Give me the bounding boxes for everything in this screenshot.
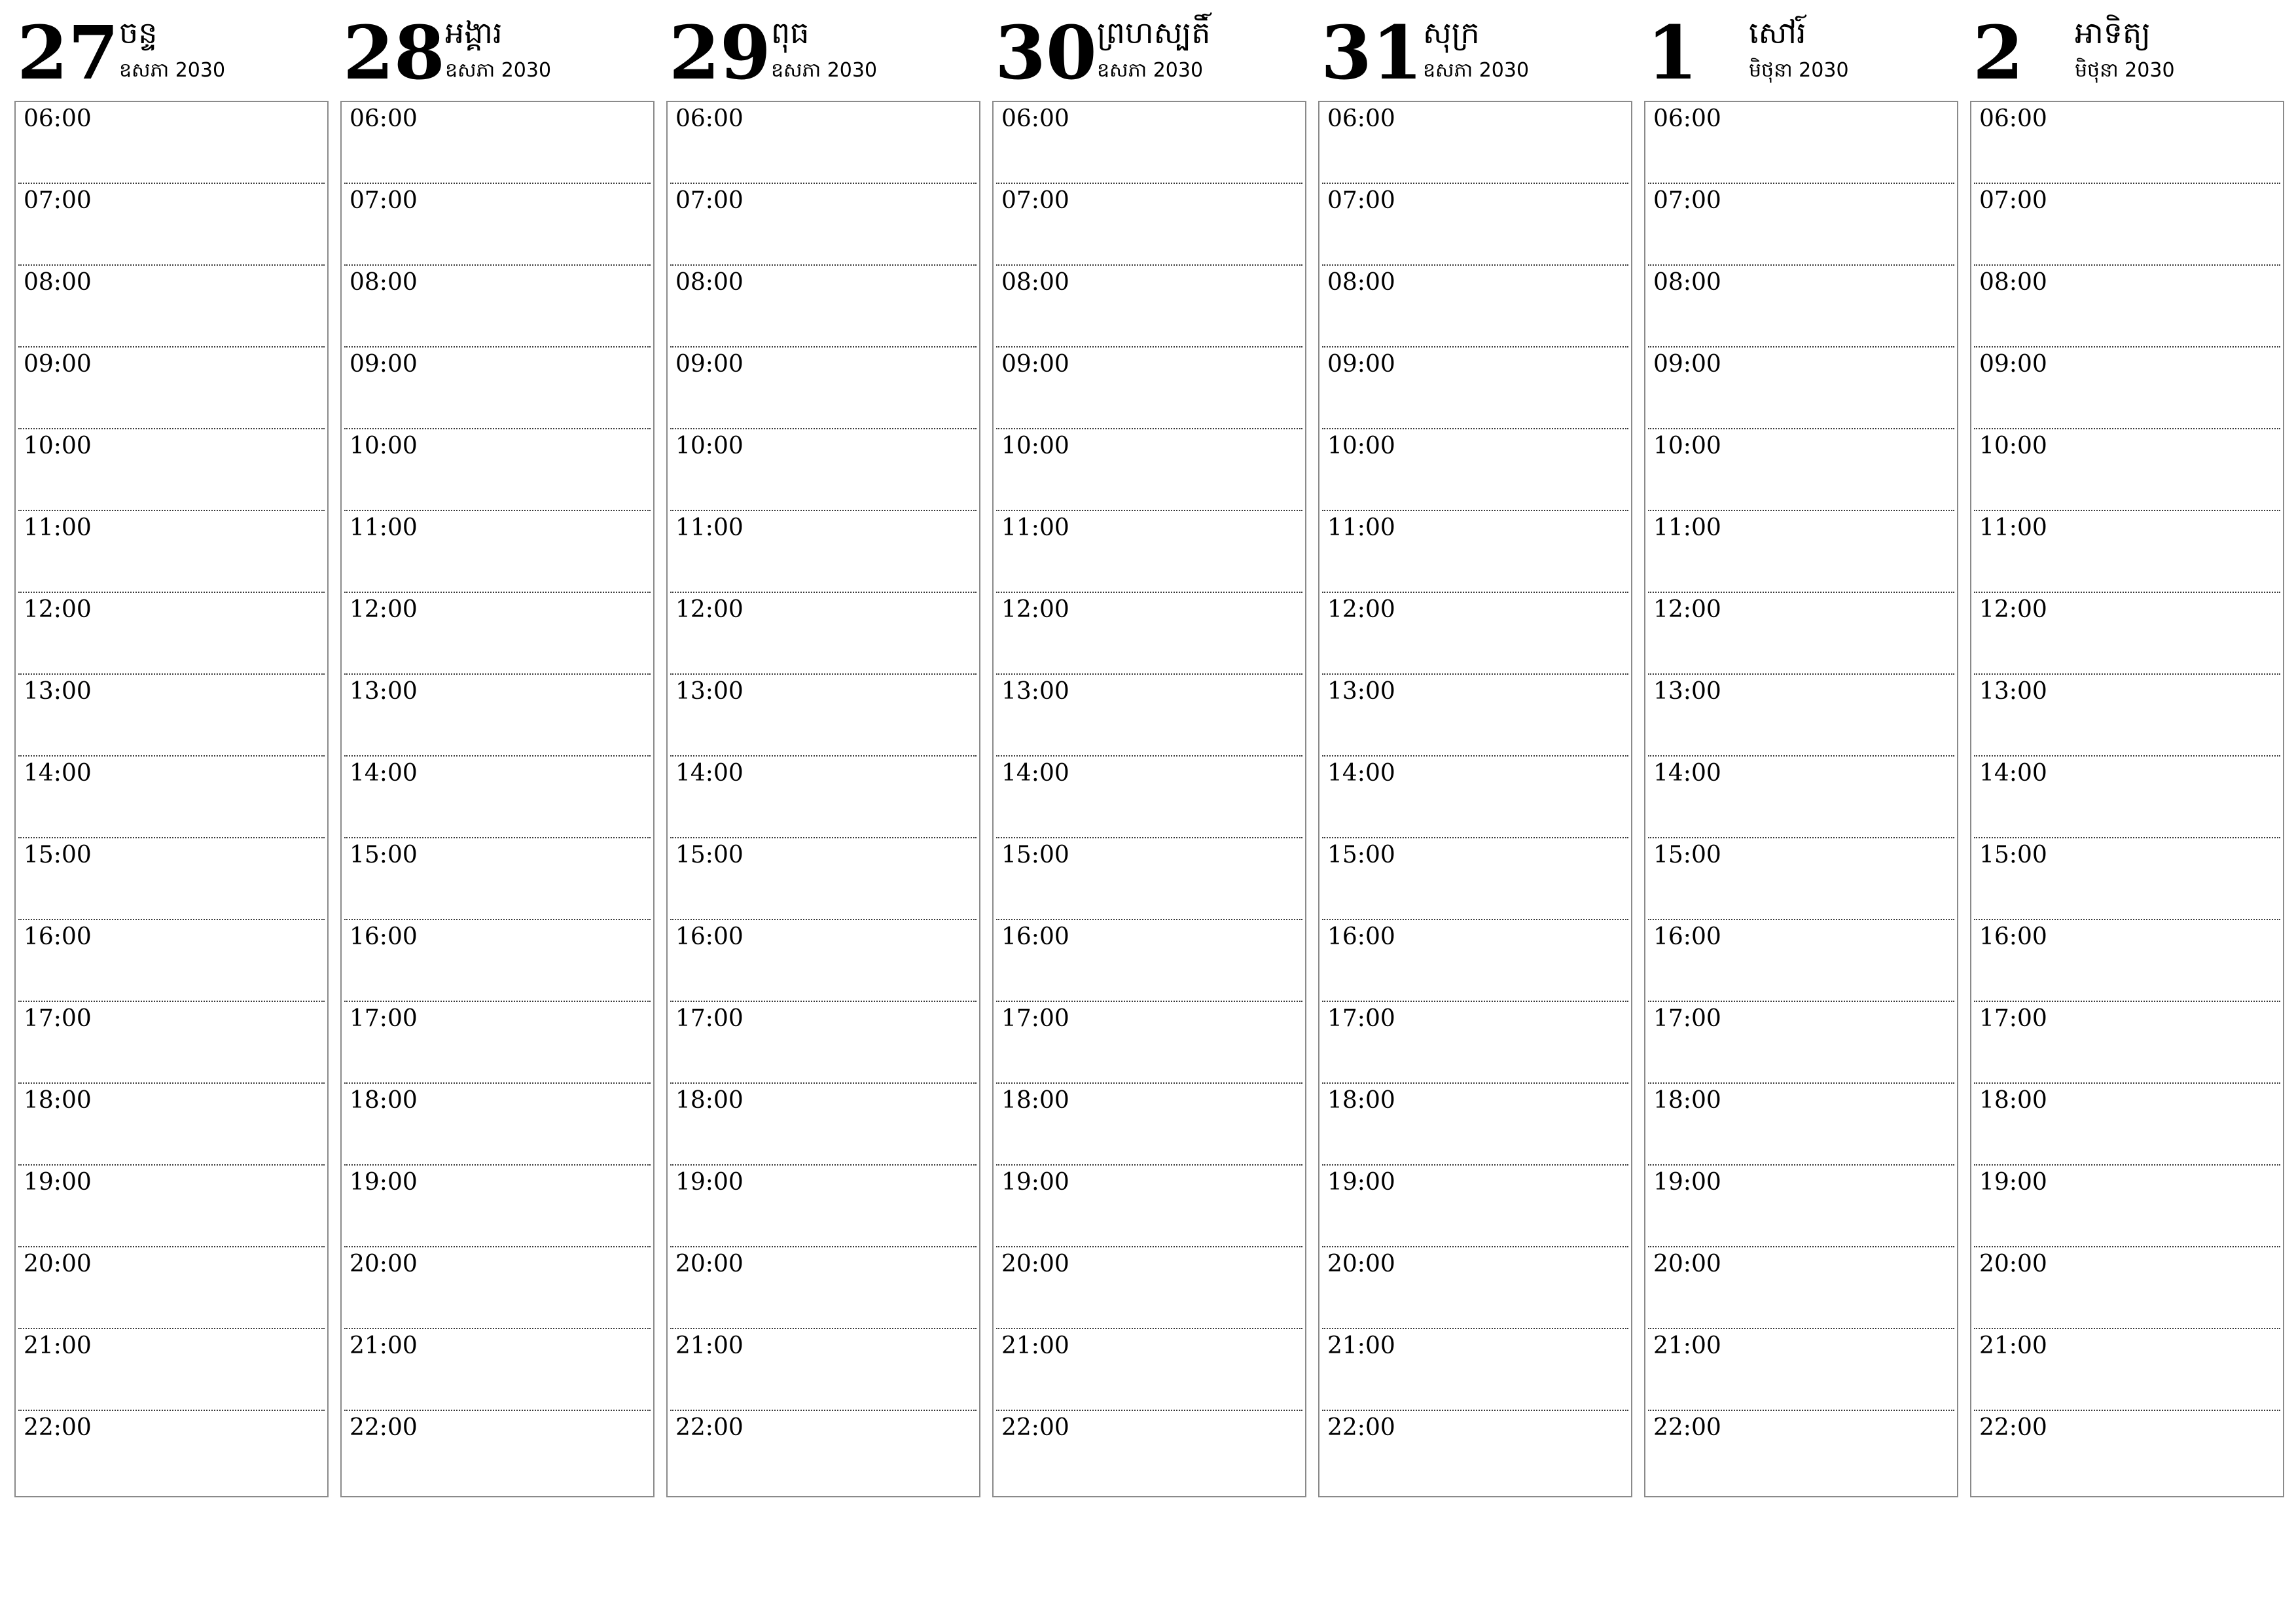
hour-slot[interactable]: [996, 675, 1302, 757]
hour-slot[interactable]: [1322, 511, 1628, 593]
hour-label: 22:00: [1653, 1414, 1721, 1441]
hour-slot[interactable]: [1322, 1329, 1628, 1411]
hour-slot[interactable]: [344, 1166, 651, 1247]
hour-slot[interactable]: [1974, 593, 2280, 675]
hour-label: 13:00: [350, 678, 418, 705]
hour-label: 21:00: [1979, 1332, 2047, 1359]
hour-label: 18:00: [1327, 1087, 1395, 1114]
hour-slot[interactable]: [344, 920, 651, 1002]
hour-slot[interactable]: [1974, 429, 2280, 511]
hour-slot[interactable]: [1322, 429, 1628, 511]
hour-slot[interactable]: [18, 511, 325, 593]
hour-slot[interactable]: [1648, 102, 1954, 184]
hour-label: 11:00: [1979, 514, 2047, 541]
hour-label: 17:00: [24, 1005, 92, 1032]
hour-label: 12:00: [1979, 596, 2047, 623]
hour-slot[interactable]: [344, 1329, 651, 1411]
hour-slot[interactable]: [670, 429, 977, 511]
hour-slot[interactable]: [1974, 102, 2280, 184]
hour-slot[interactable]: [1322, 675, 1628, 757]
hour-label: 20:00: [1327, 1251, 1395, 1277]
hour-slot[interactable]: [1648, 1166, 1954, 1247]
hour-slot[interactable]: [670, 593, 977, 675]
hour-slot[interactable]: [1648, 838, 1954, 920]
hour-slot[interactable]: [18, 429, 325, 511]
hour-slot[interactable]: [344, 1002, 651, 1084]
hour-label: 07:00: [1001, 187, 1069, 214]
hour-slot[interactable]: [18, 1166, 325, 1247]
hour-slot[interactable]: [1648, 1329, 1954, 1411]
day-schedule-box: [1644, 101, 1958, 1497]
hour-label: 18:00: [24, 1087, 92, 1114]
hour-slot[interactable]: [344, 838, 651, 920]
day-schedule-box: [666, 101, 980, 1497]
hour-label: 18:00: [675, 1087, 744, 1114]
hour-slot[interactable]: [996, 1329, 1302, 1411]
hour-slot[interactable]: [670, 757, 977, 838]
day-header: [1970, 0, 2284, 101]
hour-label: 21:00: [1001, 1332, 1069, 1359]
hour-slot[interactable]: [1322, 1247, 1628, 1329]
day-number: 27: [17, 10, 119, 96]
hour-slot[interactable]: [1974, 1002, 2280, 1084]
hour-label: 21:00: [675, 1332, 744, 1359]
day-column: [14, 0, 329, 1441]
hour-label: 07:00: [675, 187, 744, 214]
hour-slot[interactable]: [18, 184, 325, 266]
hour-label: 06:00: [350, 105, 418, 132]
day-schedule-box: [1970, 101, 2284, 1497]
hour-slot[interactable]: [1974, 184, 2280, 266]
hour-label: 10:00: [1001, 433, 1069, 459]
hour-slot[interactable]: [670, 102, 977, 184]
day-number: 31: [1321, 10, 1423, 96]
hour-label: 11:00: [24, 514, 92, 541]
hour-label: 20:00: [1001, 1251, 1069, 1277]
hour-label: 11:00: [1327, 514, 1395, 541]
hour-label: 21:00: [24, 1332, 92, 1359]
hour-label: 21:00: [1653, 1332, 1721, 1359]
hour-slot[interactable]: [344, 348, 651, 429]
hour-slot[interactable]: [996, 757, 1302, 838]
hour-label: 11:00: [350, 514, 418, 541]
hour-label: 18:00: [1979, 1087, 2047, 1114]
hour-slot[interactable]: [18, 1002, 325, 1084]
hour-label: 10:00: [24, 433, 92, 459]
hour-label: 10:00: [1653, 433, 1721, 459]
hour-slot[interactable]: [1322, 348, 1628, 429]
day-column: [1318, 0, 1632, 1441]
hour-label: 12:00: [1001, 596, 1069, 623]
hour-label: 06:00: [24, 105, 92, 132]
hour-slot[interactable]: [344, 757, 651, 838]
day-header: [1644, 0, 1958, 101]
day-name: សុក្រ: [1423, 15, 1480, 50]
hour-slot[interactable]: [1322, 593, 1628, 675]
day-header: [1318, 0, 1632, 101]
hour-slot[interactable]: [996, 511, 1302, 593]
day-column: [992, 0, 1306, 1441]
day-column: [1970, 0, 2284, 1441]
hour-label: 16:00: [1979, 923, 2047, 950]
day-month-year: មិថុនា 2030: [2075, 59, 2175, 82]
day-schedule-box: [992, 101, 1306, 1497]
hour-label: 13:00: [24, 678, 92, 705]
hour-label: 19:00: [1979, 1169, 2047, 1196]
hour-slot[interactable]: [996, 1002, 1302, 1084]
hour-label: 11:00: [1653, 514, 1721, 541]
hour-slot[interactable]: [1974, 1411, 2280, 1493]
hour-slot[interactable]: [670, 1329, 977, 1411]
hour-slot[interactable]: [1648, 1411, 1954, 1493]
hour-slot[interactable]: [18, 675, 325, 757]
hour-slot[interactable]: [1322, 266, 1628, 348]
day-column: [340, 0, 655, 1441]
day-column: [666, 0, 980, 1441]
hour-label: 12:00: [1327, 596, 1395, 623]
hour-slot[interactable]: [1648, 348, 1954, 429]
hour-slot[interactable]: [996, 266, 1302, 348]
hour-label: 06:00: [1001, 105, 1069, 132]
hour-slot[interactable]: [1648, 1002, 1954, 1084]
day-header: [992, 0, 1306, 101]
hour-slot[interactable]: [1974, 757, 2280, 838]
hour-slot[interactable]: [1322, 184, 1628, 266]
hour-slot[interactable]: [1648, 675, 1954, 757]
hour-label: 12:00: [675, 596, 744, 623]
hour-label: 10:00: [1979, 433, 2047, 459]
hour-slot[interactable]: [1648, 511, 1954, 593]
day-name: ចន្ទ: [119, 15, 158, 50]
hour-label: 13:00: [675, 678, 744, 705]
hour-label: 08:00: [1979, 269, 2047, 296]
hour-label: 08:00: [675, 269, 744, 296]
hour-slot[interactable]: [1648, 593, 1954, 675]
hour-slot[interactable]: [670, 838, 977, 920]
hour-label: 07:00: [350, 187, 418, 214]
day-header: [14, 0, 329, 101]
day-number: 29: [669, 10, 771, 96]
hour-label: 15:00: [1979, 842, 2047, 868]
hour-label: 15:00: [1653, 842, 1721, 868]
hour-slot[interactable]: [1974, 1329, 2280, 1411]
hour-label: 21:00: [1327, 1332, 1395, 1359]
hour-slot[interactable]: [1322, 1084, 1628, 1166]
hour-slot[interactable]: [18, 838, 325, 920]
hour-label: 06:00: [675, 105, 744, 132]
hour-label: 19:00: [1653, 1169, 1721, 1196]
hour-label: 18:00: [1653, 1087, 1721, 1114]
hour-slot[interactable]: [18, 920, 325, 1002]
hour-slot[interactable]: [1322, 1411, 1628, 1493]
hour-label: 14:00: [675, 760, 744, 787]
hour-slot[interactable]: [1648, 757, 1954, 838]
hour-slot[interactable]: [344, 1247, 651, 1329]
hour-slot[interactable]: [1974, 348, 2280, 429]
hour-slot[interactable]: [996, 593, 1302, 675]
hour-label: 12:00: [350, 596, 418, 623]
day-month-year: ឧសភា 2030: [445, 59, 552, 82]
hour-label: 12:00: [24, 596, 92, 623]
hour-slot[interactable]: [670, 1247, 977, 1329]
day-number: 30: [995, 10, 1097, 96]
hour-slot[interactable]: [344, 429, 651, 511]
hour-slot[interactable]: [18, 348, 325, 429]
hour-slot[interactable]: [996, 1411, 1302, 1493]
hour-label: 20:00: [675, 1251, 744, 1277]
hour-label: 17:00: [675, 1005, 744, 1032]
hour-slot[interactable]: [344, 1084, 651, 1166]
hour-slot[interactable]: [18, 266, 325, 348]
hour-slot[interactable]: [1322, 102, 1628, 184]
hour-label: 18:00: [1001, 1087, 1069, 1114]
hour-slot[interactable]: [670, 1084, 977, 1166]
hour-slot[interactable]: [18, 1247, 325, 1329]
hour-label: 19:00: [1001, 1169, 1069, 1196]
day-header: [666, 0, 980, 101]
hour-label: 16:00: [24, 923, 92, 950]
hour-label: 20:00: [1653, 1251, 1721, 1277]
hour-slot[interactable]: [1322, 757, 1628, 838]
hour-slot[interactable]: [18, 1411, 325, 1493]
hour-label: 14:00: [1327, 760, 1395, 787]
hour-label: 17:00: [1979, 1005, 2047, 1032]
hour-label: 11:00: [1001, 514, 1069, 541]
hour-label: 09:00: [1327, 351, 1395, 378]
hour-label: 14:00: [24, 760, 92, 787]
hour-label: 07:00: [1653, 187, 1721, 214]
hour-label: 13:00: [1327, 678, 1395, 705]
hour-label: 22:00: [1979, 1414, 2047, 1441]
hour-label: 15:00: [1327, 842, 1395, 868]
hour-label: 16:00: [1327, 923, 1395, 950]
hour-label: 22:00: [350, 1414, 418, 1441]
day-month-year: ឧសភា 2030: [771, 59, 878, 82]
hour-slot[interactable]: [670, 920, 977, 1002]
hour-label: 22:00: [675, 1414, 744, 1441]
hour-label: 07:00: [1979, 187, 2047, 214]
hour-slot[interactable]: [1648, 1084, 1954, 1166]
hour-slot[interactable]: [1648, 920, 1954, 1002]
hour-label: 17:00: [1327, 1005, 1395, 1032]
hour-label: 10:00: [350, 433, 418, 459]
day-number: 2: [1973, 10, 2024, 96]
hour-label: 16:00: [675, 923, 744, 950]
hour-label: 08:00: [1327, 269, 1395, 296]
day-schedule-box: [14, 101, 329, 1497]
hour-slot[interactable]: [996, 1166, 1302, 1247]
hour-label: 08:00: [350, 269, 418, 296]
hour-slot[interactable]: [18, 1084, 325, 1166]
day-number: 28: [343, 10, 445, 96]
day-name: អាទិត្យ: [2075, 15, 2151, 50]
hour-label: 07:00: [24, 187, 92, 214]
hour-label: 22:00: [1327, 1414, 1395, 1441]
hour-slot[interactable]: [670, 675, 977, 757]
day-name: ពុធ: [771, 15, 810, 50]
hour-slot[interactable]: [1974, 838, 2280, 920]
hour-slot[interactable]: [344, 511, 651, 593]
hour-label: 06:00: [1653, 105, 1721, 132]
day-month-year: ឧសភា 2030: [1423, 59, 1530, 82]
hour-label: 15:00: [24, 842, 92, 868]
hour-slot[interactable]: [996, 838, 1302, 920]
day-name: អង្គារ: [445, 15, 503, 50]
hour-label: 10:00: [675, 433, 744, 459]
hour-slot[interactable]: [1648, 429, 1954, 511]
hour-label: 09:00: [350, 351, 418, 378]
hour-label: 08:00: [1653, 269, 1721, 296]
hour-slot[interactable]: [1322, 1002, 1628, 1084]
hour-slot[interactable]: [1322, 838, 1628, 920]
hour-slot[interactable]: [1322, 1166, 1628, 1247]
hour-label: 22:00: [1001, 1414, 1069, 1441]
hour-slot[interactable]: [344, 266, 651, 348]
hour-label: 10:00: [1327, 433, 1395, 459]
hour-label: 11:00: [675, 514, 744, 541]
hour-slot[interactable]: [18, 1329, 325, 1411]
hour-slot[interactable]: [996, 102, 1302, 184]
hour-slot[interactable]: [344, 1411, 651, 1493]
day-number: 1: [1647, 10, 1698, 96]
hour-label: 06:00: [1979, 105, 2047, 132]
hour-label: 13:00: [1653, 678, 1721, 705]
hour-slot[interactable]: [670, 511, 977, 593]
hour-slot[interactable]: [1974, 1247, 2280, 1329]
hour-label: 16:00: [350, 923, 418, 950]
hour-label: 15:00: [350, 842, 418, 868]
hour-label: 14:00: [1001, 760, 1069, 787]
hour-slot[interactable]: [1648, 266, 1954, 348]
hour-label: 07:00: [1327, 187, 1395, 214]
hour-slot[interactable]: [996, 1247, 1302, 1329]
day-month-year: ឧសភា 2030: [119, 59, 226, 82]
hour-slot[interactable]: [344, 102, 651, 184]
hour-label: 09:00: [1653, 351, 1721, 378]
hour-label: 14:00: [350, 760, 418, 787]
hour-slot[interactable]: [344, 593, 651, 675]
hour-slot[interactable]: [670, 1002, 977, 1084]
hour-label: 19:00: [24, 1169, 92, 1196]
hour-label: 08:00: [1001, 269, 1069, 296]
hour-slot[interactable]: [1974, 511, 2280, 593]
hour-label: 06:00: [1327, 105, 1395, 132]
day-header: [340, 0, 655, 101]
hour-label: 17:00: [350, 1005, 418, 1032]
hour-slot[interactable]: [996, 184, 1302, 266]
hour-label: 20:00: [24, 1251, 92, 1277]
day-name: សៅរ៍: [1749, 15, 1806, 50]
hour-label: 18:00: [350, 1087, 418, 1114]
hour-label: 14:00: [1979, 760, 2047, 787]
hour-slot[interactable]: [670, 1166, 977, 1247]
day-month-year: មិថុនា 2030: [1749, 59, 1849, 82]
hour-label: 17:00: [1653, 1005, 1721, 1032]
day-schedule-box: [1318, 101, 1632, 1497]
hour-label: 20:00: [1979, 1251, 2047, 1277]
hour-label: 13:00: [1001, 678, 1069, 705]
hour-slot[interactable]: [996, 920, 1302, 1002]
hour-slot[interactable]: [996, 429, 1302, 511]
hour-slot[interactable]: [1648, 184, 1954, 266]
hour-label: 19:00: [1327, 1169, 1395, 1196]
hour-label: 12:00: [1653, 596, 1721, 623]
hour-slot[interactable]: [1322, 920, 1628, 1002]
hour-label: 16:00: [1001, 923, 1069, 950]
hour-slot[interactable]: [996, 1084, 1302, 1166]
hour-slot[interactable]: [344, 184, 651, 266]
hour-slot[interactable]: [1974, 266, 2280, 348]
hour-label: 19:00: [350, 1169, 418, 1196]
hour-label: 22:00: [24, 1414, 92, 1441]
hour-label: 16:00: [1653, 923, 1721, 950]
hour-slot[interactable]: [1974, 1084, 2280, 1166]
hour-slot[interactable]: [18, 593, 325, 675]
hour-label: 15:00: [675, 842, 744, 868]
hour-label: 21:00: [350, 1332, 418, 1359]
hour-slot[interactable]: [670, 184, 977, 266]
hour-slot[interactable]: [996, 348, 1302, 429]
hour-label: 09:00: [1979, 351, 2047, 378]
hour-slot[interactable]: [1974, 675, 2280, 757]
day-name: ព្រហស្បតិ៍: [1097, 15, 1211, 50]
day-schedule-box: [340, 101, 655, 1497]
hour-slot[interactable]: [1974, 920, 2280, 1002]
hour-label: 09:00: [675, 351, 744, 378]
hour-label: 14:00: [1653, 760, 1721, 787]
hour-label: 20:00: [350, 1251, 418, 1277]
hour-label: 15:00: [1001, 842, 1069, 868]
hour-slot[interactable]: [1648, 1247, 1954, 1329]
hour-slot[interactable]: [670, 266, 977, 348]
hour-slot[interactable]: [1974, 1166, 2280, 1247]
hour-slot[interactable]: [18, 102, 325, 184]
hour-label: 09:00: [1001, 351, 1069, 378]
day-column: [1644, 0, 1958, 1441]
hour-slot[interactable]: [18, 757, 325, 838]
hour-slot[interactable]: [344, 675, 651, 757]
hour-label: 19:00: [675, 1169, 744, 1196]
day-month-year: ឧសភា 2030: [1097, 59, 1204, 82]
hour-slot[interactable]: [670, 348, 977, 429]
hour-label: 13:00: [1979, 678, 2047, 705]
hour-label: 09:00: [24, 351, 92, 378]
hour-label: 17:00: [1001, 1005, 1069, 1032]
hour-label: 08:00: [24, 269, 92, 296]
hour-slot[interactable]: [670, 1411, 977, 1493]
